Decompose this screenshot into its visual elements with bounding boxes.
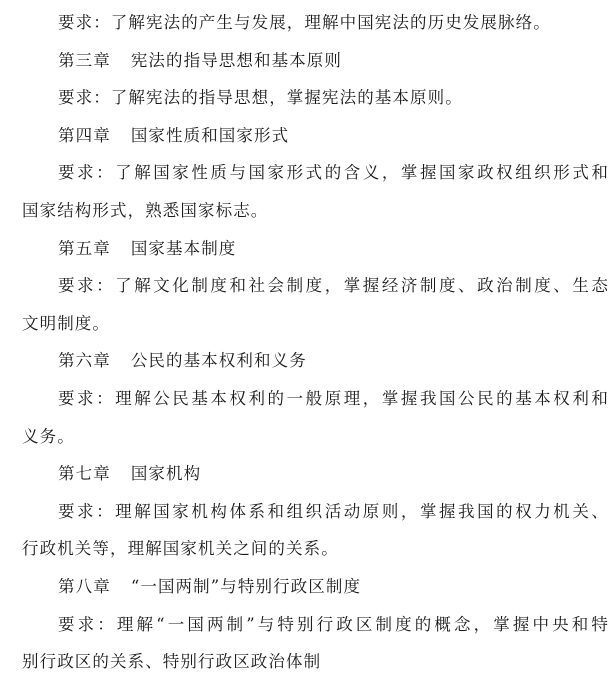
chapter-number: 第八章 xyxy=(58,576,111,596)
requirement-paragraph: 要求：了解国家性质与国家形式的含义，掌握国家政权组织形式和 xyxy=(58,163,609,183)
chapter-title: 国家机构 xyxy=(130,464,202,484)
requirement-paragraph: 要求：理解国家机构体系和组织活动原则，掌握我国的权力机关、 xyxy=(58,501,609,521)
chapter-number: 第五章 xyxy=(58,238,111,258)
chapter-title: 国家基本制度 xyxy=(130,238,237,258)
chapter-heading-3 xyxy=(22,42,609,80)
requirement-paragraph-continuation: 义务。 xyxy=(22,426,75,446)
requirement-paragraph-continuation: 文明制度。 xyxy=(22,313,110,333)
requirement-paragraph: 要求：了解文化制度和社会制度，掌握经济制度、政治制度、生态 xyxy=(58,276,609,296)
requirement-paragraph: 要求：理解公民基本权利的一般原理，掌握我国公民的基本权利和 xyxy=(58,388,609,408)
requirement-paragraph: 要求：了解宪法的指导思想，掌握宪法的基本原则。 xyxy=(58,88,463,108)
chapter-title: “一国两制”与特别行政区制度 xyxy=(130,576,362,596)
chapter-heading-4 xyxy=(22,117,609,155)
chapter-heading-6 xyxy=(22,342,609,380)
requirement-paragraph-continuation: 国家结构形式，熟悉国家标志。 xyxy=(22,200,269,220)
chapter-heading-8 xyxy=(22,568,609,606)
chapter-number: 第四章 xyxy=(58,125,111,145)
requirement-paragraph: 要求：了解宪法的产生与发展，理解中国宪法的历史发展脉络。 xyxy=(58,13,551,32)
chapter-number: 第三章 xyxy=(58,50,111,70)
requirement-paragraph: 要求：理解“一国两制”与特别行政区制度的概念，掌握中央和特 xyxy=(58,614,609,634)
chapter-number: 第六章 xyxy=(58,351,111,371)
requirement-paragraph-continuation: 行政机关等，理解国家机关之间的关系。 xyxy=(22,539,339,559)
chapter-title: 国家性质和国家形式 xyxy=(130,125,290,145)
chapter-title: 公民的基本权利和义务 xyxy=(130,351,307,371)
requirement-paragraph-continuation: 别行政区的关系、特别行政区政治体制 xyxy=(22,652,322,672)
chapter-title: 宪法的指导思想和基本原则 xyxy=(130,50,343,70)
chapter-heading-5 xyxy=(22,230,609,268)
chapter-heading-7 xyxy=(22,455,609,493)
chapter-number: 第七章 xyxy=(58,464,111,484)
